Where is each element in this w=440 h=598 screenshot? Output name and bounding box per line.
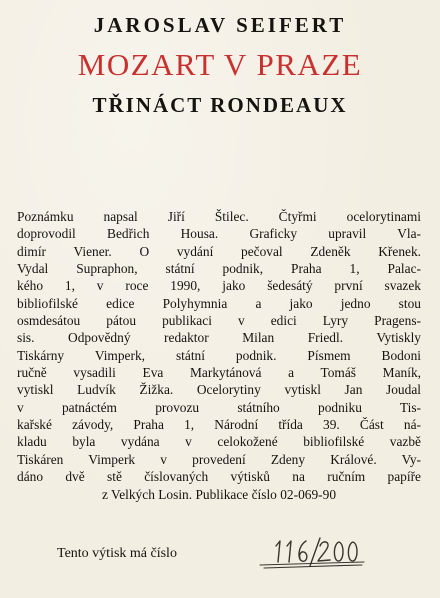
colophon-line: v patnáctém provozu státního podniku Tis- [17, 399, 421, 415]
colophon-line: Poznámku napsal Jiří Štilec. Čtyřmi ocelorytinami [17, 209, 421, 224]
colophon-line: sis. Odpovědný redaktor Milan Friedl. Vytiskly [17, 330, 421, 346]
colophon-line: ručně vysadili Eva Markytánová a Tomáš Maník, [17, 365, 421, 381]
colophon-text [17, 208, 421, 503]
colophon-line: dáno dvě stě číslovaných výtisků na ručním papíře [17, 469, 421, 485]
colophon-line: vytiskl Ludvík Žižka. Ocelorytiny vytiskl Jan Joudal [17, 382, 421, 398]
colophon-line: Tiskáren Vimperk v provedení Zdeny Králové. Vy- [17, 451, 421, 467]
book-subtitle: TŘINÁCT RONDEAUX [92, 93, 348, 117]
colophon-line: kladu byla vydána v celokožené bibliofilské vazbě [17, 434, 421, 450]
handwritten-copy-number [256, 532, 368, 574]
colophon-line: dimír Viener. O vydání pečoval Zdeněk Křenek. [17, 243, 421, 259]
colophon-line: Vydal Supraphon, státní podnik, Praha 1, Palac- [17, 261, 421, 277]
colophon-line-last: z Velkých Losin. Publikace číslo 02-069-90 [101, 486, 337, 502]
colophon-line: kařské závody, Praha 1, Národní třída 39. Část ná- [17, 417, 421, 433]
author-name: JAROSLAV SEIFERT [93, 13, 347, 37]
copy-number-label: Tento výtisk má číslo [57, 546, 177, 561]
colophon-line: kého 1, v roce 1990, jako šedesátý první svazek [17, 278, 421, 294]
colophon-line: doprovodil Bedřich Housa. Graficky upravil Vla- [17, 226, 421, 242]
colophon-line: osmdesátou pátou publikaci v edici Lyry Pragens- [17, 313, 421, 329]
colophon-line: bibliofilské edice Polyhymnia a jako jedno stou [17, 295, 421, 311]
colophon-line: Tiskárny Vimperk, státní podnik. Písmem Bodoni [17, 347, 421, 363]
book-title: MOZART V PRAZE [77, 47, 363, 82]
